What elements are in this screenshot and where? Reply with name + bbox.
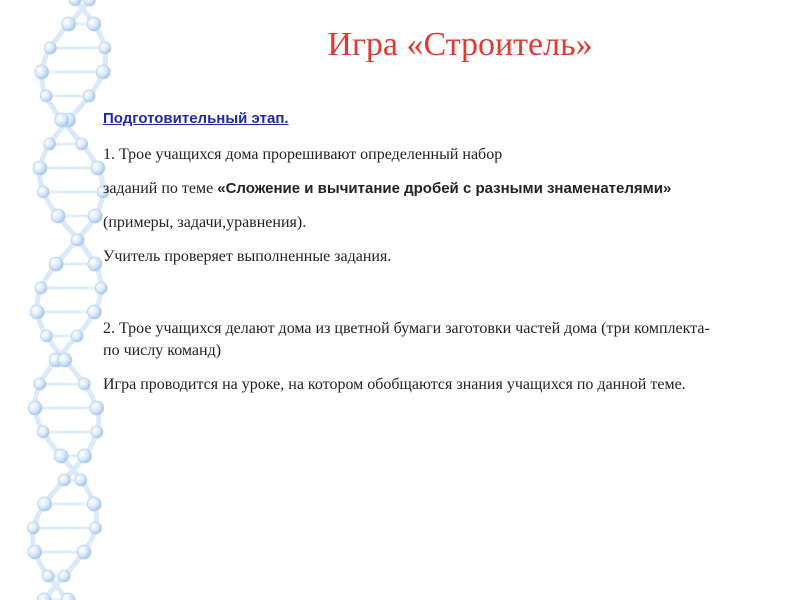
paragraph-2 (103, 178, 713, 200)
helix-node (91, 426, 103, 438)
helix-node (54, 449, 68, 463)
helix-node (38, 497, 52, 511)
slide-title: Игра «Строитель» (327, 26, 593, 63)
helix-node (30, 305, 44, 319)
helix-node (28, 401, 42, 415)
helix-node (71, 330, 83, 342)
helix-node (49, 257, 63, 271)
helix-node (37, 426, 49, 438)
paragraph-2-text: заданий по теме (103, 180, 218, 197)
helix-node (99, 42, 111, 54)
helix-node (33, 161, 47, 175)
helix-node (77, 545, 91, 559)
helix-node (37, 186, 49, 198)
paragraph-1: 1. Трое учащихся дома прорешивают определенный набор (103, 146, 503, 163)
helix-node (87, 497, 101, 511)
helix-node (78, 449, 92, 463)
helix-node (44, 138, 56, 150)
helix-node (75, 474, 87, 486)
helix-node (83, 90, 95, 102)
helix-node (35, 65, 49, 79)
section-heading-text: Подготовительный этап (103, 110, 285, 127)
helix-node (87, 305, 101, 319)
paragraph-4: Учитель проверяет выполненные задания. (103, 248, 392, 265)
helix-node (35, 282, 47, 294)
slide-body (103, 108, 713, 408)
helix-node (78, 378, 90, 390)
helix-node (62, 17, 76, 31)
helix-node (27, 522, 39, 534)
paragraph-6: Игра проводится на уроке, на котором обобщаются знания учащихся по данной теме. (103, 376, 686, 393)
helix-node (76, 138, 88, 150)
helix-node (44, 42, 56, 54)
helix-node (58, 474, 70, 486)
helix-node (41, 330, 53, 342)
helix-node (90, 401, 104, 415)
helix-node (71, 234, 83, 246)
section-heading-dot: . (284, 110, 289, 127)
helix-node (51, 209, 65, 223)
helix-node (90, 522, 102, 534)
helix-node (58, 353, 72, 367)
helix-node (40, 90, 52, 102)
helix-node (42, 570, 54, 582)
helix-node (87, 17, 101, 31)
spacer (103, 280, 713, 318)
helix-node (58, 570, 70, 582)
paragraph-5: 2. Трое учащихся делают дома из цветной бумаги заготовки частей дома (три комплекта-по числу команд) (103, 320, 710, 359)
helix-node (34, 378, 46, 390)
helix-node (96, 65, 110, 79)
section-heading (103, 108, 713, 130)
paragraph-3: (примеры, задачи,уравнения). (103, 214, 307, 231)
helix-node (88, 209, 102, 223)
helix-node (55, 113, 69, 127)
helix-node (28, 545, 42, 559)
topic-bold: «Сложение и вычитание дробей с разными знаменателями» (217, 180, 672, 197)
helix-node (88, 257, 102, 271)
